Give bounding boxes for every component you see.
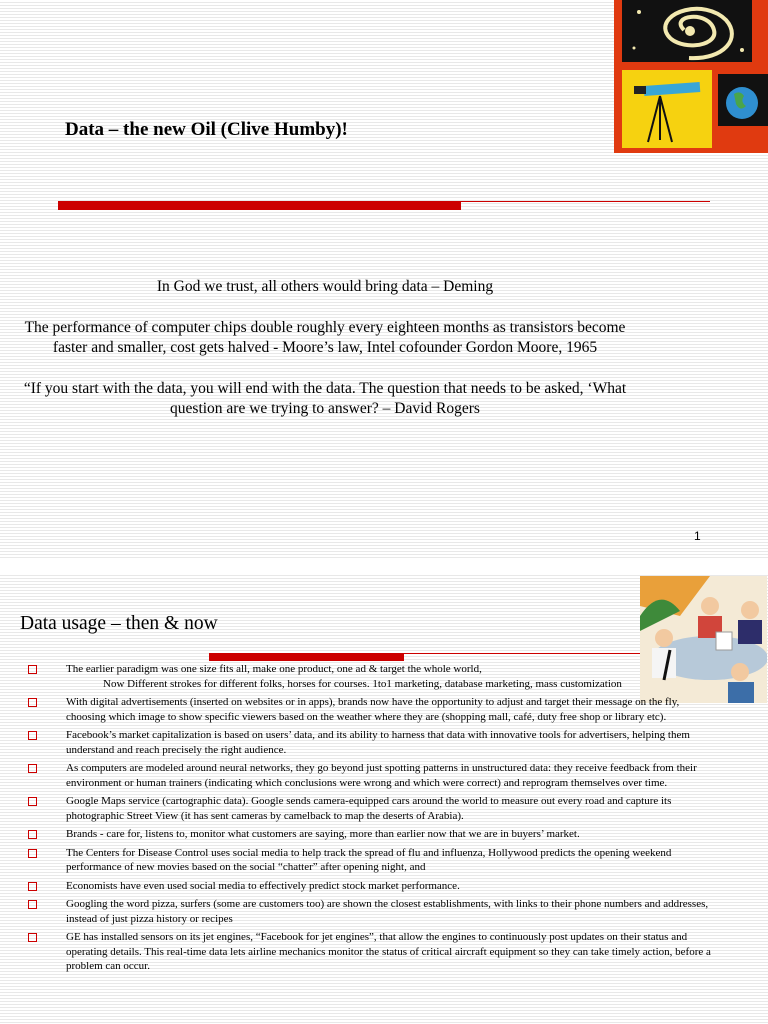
list-item	[0, 846, 768, 875]
quote-rogers: “If you start with the data, you will end with the data. The question that needs to be asked, ‘What question are we trying to answer? – David Rogers	[23, 379, 627, 417]
bullet-text: GE has installed sensors on its jet engines, “Facebook for jet engines”, that allow the engines to continuously post updates on their status and operating details. This real-time data lets airline mechanics monitor the status of critical aircraft equipment so they can take timely action, before a problem can occur.	[66, 931, 711, 972]
astronomy-clipart	[614, 0, 768, 153]
title-underline-thick	[58, 201, 461, 210]
slide-2-underline-thick	[209, 653, 404, 661]
bullet-box-icon	[28, 698, 37, 707]
bullet-subtext: Now Different strokes for different folks, horses for courses. 1to1 marketing, database marketing, mass customization	[103, 677, 622, 690]
bullet-box-icon	[28, 849, 37, 858]
globe-icon	[718, 74, 768, 126]
slide-2-underline-thin	[404, 653, 642, 654]
list-item	[0, 930, 768, 974]
title-underline-thin	[461, 201, 710, 202]
page-number: 1	[694, 529, 701, 543]
list-item	[0, 728, 768, 757]
bullet-text: Economists have even used social media to effectively predict stock market performance.	[66, 879, 460, 892]
galaxy-icon	[622, 0, 752, 62]
bullet-text: Google Maps service (cartographic data). Google sends camera-equipped cars around the world to measure out every road and capture its photographic Street View (it has sent cameras by camelback to map the deserts of Arabia).	[66, 795, 672, 822]
telescope-icon	[622, 70, 712, 148]
slide-2-title: Data usage – then & now	[20, 613, 218, 634]
bullet-list	[0, 662, 768, 978]
slide-gap	[0, 560, 768, 573]
bullet-text: Facebook’s market capitalization is based on users’ data, and its ability to harness that data with innovative tools for advertisers, helping them understand and reach precisely the right audience.	[66, 729, 690, 756]
bullet-text: Googling the word pizza, surfers (some are customers too) are shown the closest establishments, with links to their phone numbers and addresses, instead of just pizza history or recipes	[66, 898, 709, 925]
list-item	[0, 794, 768, 823]
list-item	[0, 827, 768, 842]
quotes-block	[20, 277, 630, 440]
bullet-box-icon	[28, 797, 37, 806]
list-item	[0, 662, 768, 691]
bullet-box-icon	[28, 830, 37, 839]
slide-1-title: Data – the new Oil (Clive Humby)!	[65, 119, 348, 140]
list-item	[0, 897, 768, 926]
bullet-text: The earlier paradigm was one size fits all, make one product, one ad & target the whole world,	[66, 663, 482, 675]
bullet-text: With digital advertisements (inserted on websites or in apps), brands now have the opportunity to adjust and target their message on the fly, choosing which image to show specific viewers based on the weather where they are (shopping mall, café, duty free shop or library etc).	[66, 696, 680, 723]
slide-2	[0, 573, 768, 1024]
bullet-box-icon	[28, 882, 37, 891]
list-item	[0, 695, 768, 724]
quote-deming: In God we trust, all others would bring data – Deming	[156, 278, 494, 295]
bullet-text: Brands - care for, listens to, monitor what customers are saying, more than earlier now that we are in buyers’ market.	[66, 828, 580, 840]
bullet-box-icon	[28, 731, 37, 740]
bullet-box-icon	[28, 764, 37, 773]
bullet-box-icon	[28, 665, 37, 674]
bullet-box-icon	[28, 900, 37, 909]
list-item	[0, 761, 768, 790]
bullet-text: As computers are modeled around neural networks, they go beyond just spotting patterns in unstructured data: they receive feedback from their environment or human trainers (indicating which conclusions were wrong and which were correct) and reprogram themselves over time.	[66, 762, 697, 789]
quote-moore: The performance of computer chips double roughly every eighteen months as transistors become faster and smaller, cost gets halved - Moore’s law, Intel cofounder Gordon Moore, 1965	[24, 318, 626, 356]
bullet-box-icon	[28, 933, 37, 942]
list-item	[0, 879, 768, 894]
bullet-text: The Centers for Disease Control uses social media to help track the spread of flu and influenza, Hollywood predicts the opening weekend performance of new movies based on the social “chatter” after opening night, and	[66, 846, 672, 873]
